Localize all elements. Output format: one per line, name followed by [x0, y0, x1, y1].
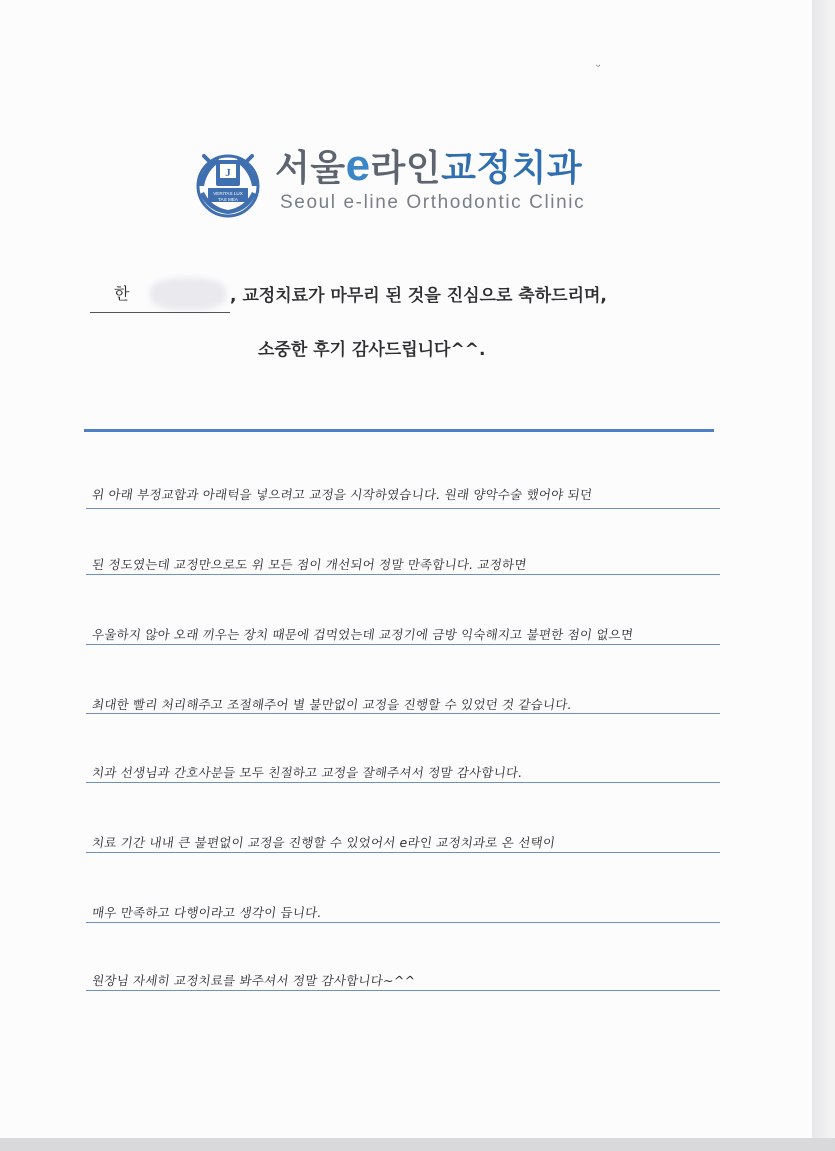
svg-text:J: J: [225, 167, 231, 179]
clinic-name-e: e: [345, 141, 371, 190]
redacted-name: [150, 278, 226, 310]
patient-name-handwritten: 한: [114, 284, 130, 303]
review-line-4: 최대한 빨리 처리해주고 조절해주어 별 불만없이 교정을 진행할 수 있었던 것 같습니다.: [91, 697, 573, 712]
ruled-line: [86, 574, 720, 575]
ruled-line: [86, 922, 720, 923]
ruled-line: [86, 852, 720, 853]
review-line-3: 우울하지 않아 오래 끼우는 장치 때문에 겁먹었는데 교정기에 금방 익숙해지고 불편한 점이 없으면: [91, 627, 635, 642]
clinic-name-seoul: 서울: [275, 148, 346, 189]
ruled-line: [86, 644, 720, 645]
review-line-7: 매우 만족하고 다행이라고 생각이 듭니다.: [91, 905, 323, 920]
clinic-name-english: Seoul e-line Orthodontic Clinic: [280, 192, 586, 213]
name-underline: [90, 312, 230, 313]
scan-edge-right: [812, 0, 835, 1151]
review-line-1: 위 아래 부정교합과 아래턱을 넣으려고 교정을 시작하였습니다. 원래 양악수술 했어야 되던: [91, 487, 594, 502]
clinic-emblem-icon: [190, 146, 266, 222]
review-line-6: 치료 기간 내내 큰 불편없이 교정을 진행할 수 있었어서 e라인 교정치과로 온 선택이: [91, 835, 557, 850]
clinic-name-line: 라인: [370, 148, 442, 189]
svg-text:VERITAS LUX: VERITAS LUX: [213, 191, 243, 196]
section-divider: [84, 429, 714, 432]
ruled-line: [86, 990, 720, 991]
pen-mark: ᵕ: [596, 60, 601, 73]
clinic-name-ortho: 교정치과: [441, 148, 583, 189]
svg-text:TAS MEA: TAS MEA: [218, 197, 238, 202]
review-line-5: 치과 선생님과 간호사분들 모두 친절하고 교정을 잘해주셔서 정말 감사합니다.: [91, 765, 524, 780]
clinic-name-korean: [275, 141, 583, 190]
ruled-line: [86, 713, 720, 714]
ruled-line: [86, 782, 720, 783]
greeting-line-1: , 교정치료가 마무리 된 것을 진심으로 축하드리며,: [230, 286, 607, 306]
review-line-8: 원장님 자세히 교정치료를 봐주셔서 정말 감사합니다~^^: [91, 973, 417, 988]
ruled-line: [86, 508, 720, 509]
review-line-2: 된 정도였는데 교정만으로도 위 모든 점이 개선되어 정말 만족합니다. 교정하면: [91, 557, 528, 572]
greeting-line-2: 소중한 후기 감사드립니다^^.: [258, 340, 486, 360]
scan-edge-bottom: [0, 1138, 835, 1151]
